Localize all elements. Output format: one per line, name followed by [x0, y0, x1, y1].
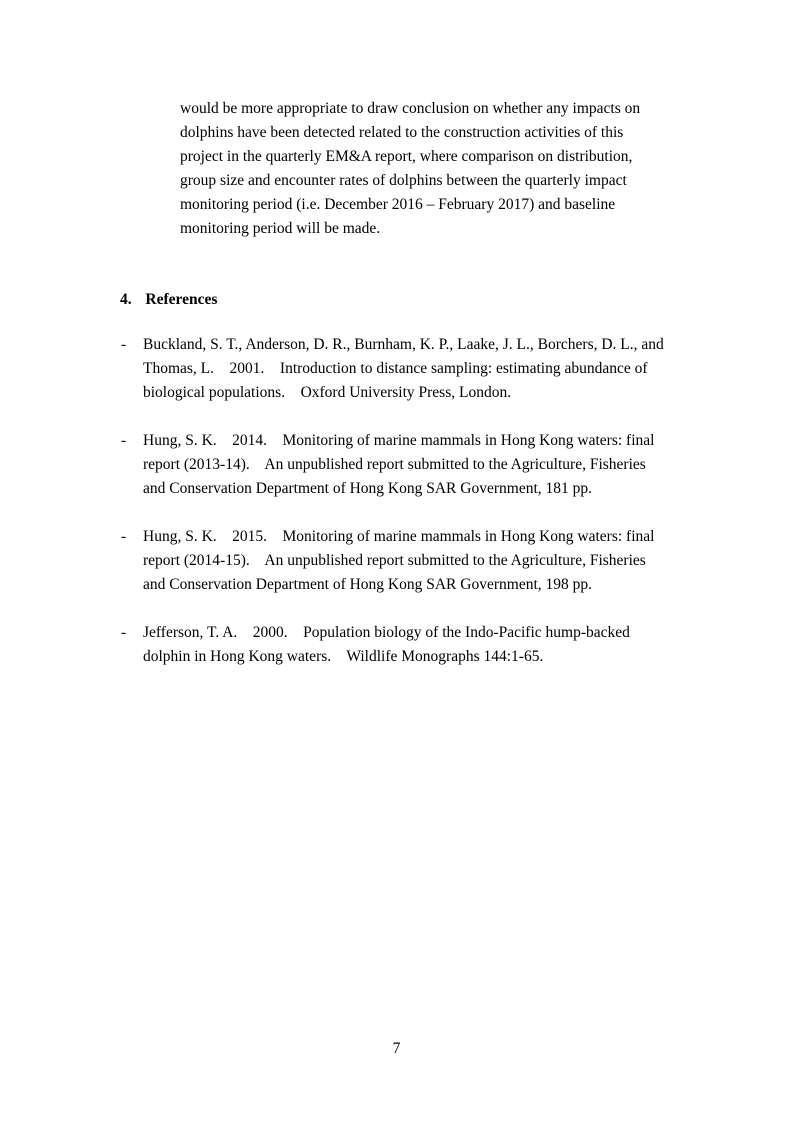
reference-line: dolphin in Hong Kong waters. Wildlife Monographs 144:1-65. — [143, 648, 544, 665]
reference-line: biological populations. Oxford University Press, London. — [143, 384, 512, 401]
reference-line: Hung, S. K. 2014. Monitoring of marine mammals in Hong Kong waters: final — [143, 432, 655, 449]
paragraph-line: project in the quarterly EM&A report, where comparison on distribution, — [180, 148, 633, 165]
bullet-dash: - — [121, 336, 127, 353]
reference-line: Jefferson, T. A. 2000. Population biology of the Indo-Pacific hump-backed — [143, 624, 630, 641]
reference-line: Thomas, L. 2001. Introduction to distance sampling: estimating abundance of — [143, 360, 648, 377]
page-number: 7 — [392, 1040, 401, 1057]
paragraph-line: dolphins have been detected related to the construction activities of this — [180, 124, 624, 141]
bullet-dash: - — [121, 624, 127, 641]
paragraph-line: group size and encounter rates of dolphins between the quarterly impact — [180, 172, 627, 189]
reference-line: Hung, S. K. 2015. Monitoring of marine mammals in Hong Kong waters: final — [143, 528, 655, 545]
paragraph-line: monitoring period (i.e. December 2016 – February 2017) and baseline — [180, 196, 616, 213]
section-number: 4. — [120, 291, 132, 308]
section-heading — [120, 288, 217, 312]
bullet-dash: - — [121, 432, 127, 449]
reference-line: and Conservation Department of Hong Kong SAR Government, 181 pp. — [143, 480, 593, 497]
reference-line: Buckland, S. T., Anderson, D. R., Burnham, K. P., Laake, J. L., Borchers, D. L., and — [143, 336, 664, 353]
paragraph-line: monitoring period will be made. — [180, 220, 381, 237]
reference-line: report (2013-14). An unpublished report submitted to the Agriculture, Fisheries — [143, 456, 646, 473]
paragraph-line: would be more appropriate to draw conclusion on whether any impacts on — [180, 100, 641, 117]
reference-line: and Conservation Department of Hong Kong SAR Government, 198 pp. — [143, 576, 593, 593]
bullet-dash: - — [121, 528, 127, 545]
section-title: References — [145, 291, 218, 308]
reference-line: report (2014-15). An unpublished report submitted to the Agriculture, Fisheries — [143, 552, 646, 569]
